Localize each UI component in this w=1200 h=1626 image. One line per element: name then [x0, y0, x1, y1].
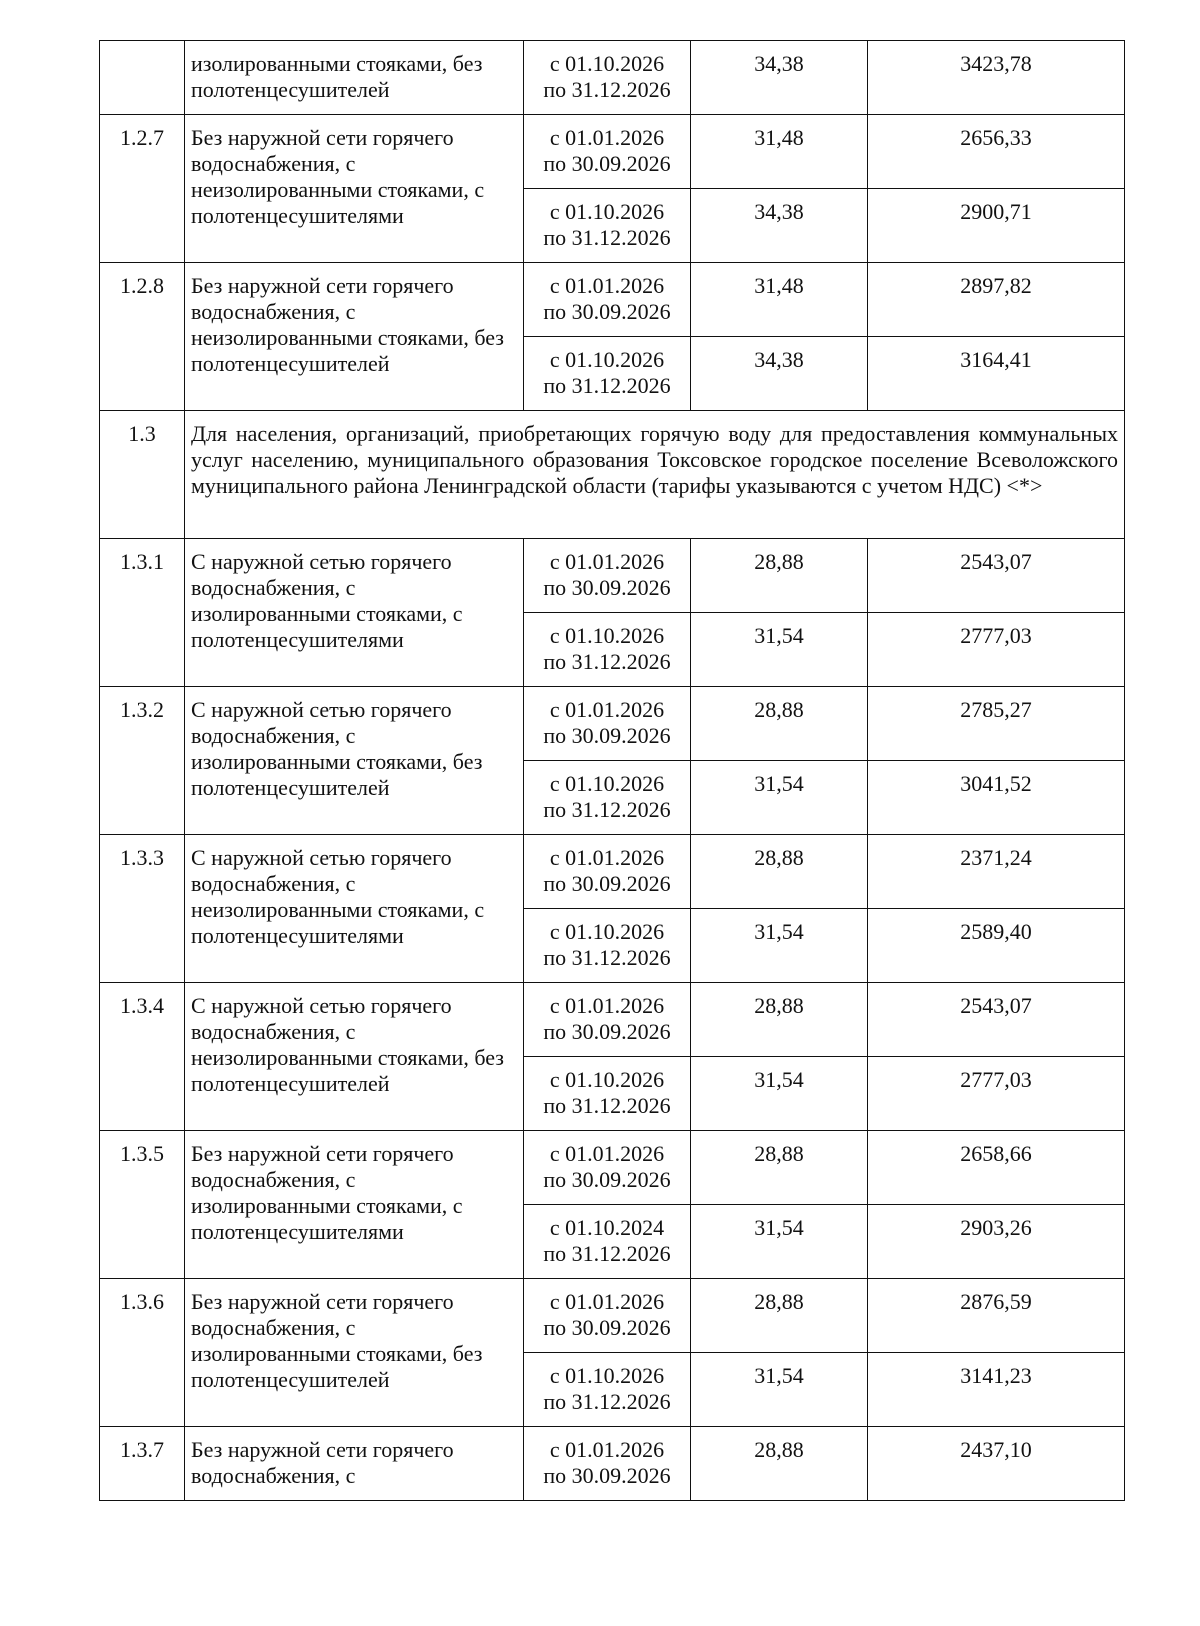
period-cell [524, 909, 691, 983]
period-to: по 30.09.2026 [543, 299, 671, 324]
tariff-table-body [100, 41, 1125, 1501]
section-heading: Для населения, организаций, приобретающих горячую воду для предоставления коммунальных услуг населению, муниципального образования Токсовское городское поселение Всеволожского муниципального района Ленинградской области (тарифы указываются с учетом НДС) <*> [185, 411, 1125, 539]
period-from: с 01.01.2026 [549, 273, 665, 298]
period-from: с 01.10.2026 [549, 919, 665, 944]
period-cell [524, 189, 691, 263]
item-description: Без наружной сети горячего водоснабжения, с изолированными стояками, без полотенцесушителей [185, 1279, 524, 1427]
tariff-value-1: 28,88 [691, 835, 868, 909]
tariff-value-2: 2589,40 [868, 909, 1125, 983]
tariff-table [99, 40, 1125, 1501]
period-cell [524, 337, 691, 411]
tariff-value-1: 28,88 [691, 687, 868, 761]
tariff-value-1: 28,88 [691, 1427, 868, 1501]
item-description: Без наружной сети горячего водоснабжения, с неизолированными стояками, с полотенцесушителями [185, 115, 524, 263]
tariff-value-1: 34,38 [691, 337, 868, 411]
period-from: с 01.10.2026 [549, 1067, 665, 1092]
tariff-value-1: 28,88 [691, 1279, 868, 1353]
tariff-value-2: 2897,82 [868, 263, 1125, 337]
tariff-value-1: 31,54 [691, 1353, 868, 1427]
period-from: с 01.01.2026 [549, 1289, 665, 1314]
table-row [100, 835, 1125, 909]
tariff-value-2: 3423,78 [868, 41, 1125, 115]
tariff-value-2: 2437,10 [868, 1427, 1125, 1501]
period-to: по 30.09.2026 [543, 1315, 671, 1340]
period-to: по 31.12.2026 [543, 649, 671, 674]
period-cell [524, 115, 691, 189]
tariff-value-1: 31,54 [691, 761, 868, 835]
period-from: с 01.01.2026 [549, 125, 665, 150]
tariff-value-2: 2543,07 [868, 539, 1125, 613]
period-cell [524, 613, 691, 687]
tariff-value-2: 2876,59 [868, 1279, 1125, 1353]
period-from: с 01.01.2026 [549, 549, 665, 574]
item-description: Без наружной сети горячего водоснабжения, с изолированными стояками, с полотенцесушителями [185, 1131, 524, 1279]
period-to: по 30.09.2026 [543, 1167, 671, 1192]
item-description: Без наружной сети горячего водоснабжения, с [185, 1427, 524, 1501]
section-row [100, 411, 1125, 539]
tariff-value-2: 3141,23 [868, 1353, 1125, 1427]
period-from: с 01.01.2026 [549, 845, 665, 870]
period-cell [524, 539, 691, 613]
tariff-value-2: 3041,52 [868, 761, 1125, 835]
period-to: по 31.12.2026 [543, 1389, 671, 1414]
item-number: 1.3.1 [100, 539, 185, 687]
tariff-value-1: 31,54 [691, 613, 868, 687]
tariff-value-1: 28,88 [691, 539, 868, 613]
item-number: 1.3.5 [100, 1131, 185, 1279]
period-to: по 31.12.2026 [543, 373, 671, 398]
tariff-value-2: 2785,27 [868, 687, 1125, 761]
period-cell [524, 687, 691, 761]
tariff-value-2: 2903,26 [868, 1205, 1125, 1279]
period-to: по 31.12.2026 [543, 77, 671, 102]
item-number: 1.2.7 [100, 115, 185, 263]
period-cell [524, 1427, 691, 1501]
item-description: изолированными стояками, без полотенцесушителей [185, 41, 524, 115]
period-to: по 30.09.2026 [543, 871, 671, 896]
period-from: с 01.10.2026 [549, 51, 665, 76]
period-from: с 01.01.2026 [549, 993, 665, 1018]
period-to: по 31.12.2026 [543, 1241, 671, 1266]
period-to: по 30.09.2026 [543, 151, 671, 176]
period-from: с 01.10.2024 [549, 1215, 665, 1240]
item-description: С наружной сетью горячего водоснабжения, с изолированными стояками, с полотенцесушителями [185, 539, 524, 687]
period-cell [524, 1205, 691, 1279]
item-number: 1.3.7 [100, 1427, 185, 1501]
period-from: с 01.10.2026 [549, 623, 665, 648]
period-to: по 30.09.2026 [543, 1019, 671, 1044]
tariff-value-1: 28,88 [691, 1131, 868, 1205]
period-cell [524, 263, 691, 337]
item-number: 1.2.8 [100, 263, 185, 411]
table-row [100, 115, 1125, 189]
item-description: Без наружной сети горячего водоснабжения, с неизолированными стояками, без полотенцесушителей [185, 263, 524, 411]
tariff-value-1: 31,54 [691, 909, 868, 983]
tariff-value-1: 31,54 [691, 1057, 868, 1131]
period-to: по 31.12.2026 [543, 1093, 671, 1118]
period-from: с 01.10.2026 [549, 771, 665, 796]
period-to: по 31.12.2026 [543, 225, 671, 250]
period-to: по 31.12.2026 [543, 945, 671, 970]
period-from: с 01.01.2026 [549, 697, 665, 722]
item-number: 1.3.6 [100, 1279, 185, 1427]
table-row [100, 263, 1125, 337]
period-to: по 30.09.2026 [543, 575, 671, 600]
period-cell [524, 1353, 691, 1427]
item-number: 1.3.4 [100, 983, 185, 1131]
period-cell [524, 835, 691, 909]
tariff-value-2: 2543,07 [868, 983, 1125, 1057]
table-row [100, 687, 1125, 761]
tariff-value-2: 2658,66 [868, 1131, 1125, 1205]
period-from: с 01.10.2026 [549, 347, 665, 372]
period-to: по 31.12.2026 [543, 797, 671, 822]
item-description: С наружной сетью горячего водоснабжения, с неизолированными стояками, с полотенцесушителями [185, 835, 524, 983]
period-from: с 01.10.2026 [549, 1363, 665, 1388]
tariff-value-1: 34,38 [691, 41, 868, 115]
period-cell [524, 1131, 691, 1205]
item-description: С наружной сетью горячего водоснабжения, с неизолированными стояками, без полотенцесушителей [185, 983, 524, 1131]
period-cell [524, 41, 691, 115]
period-cell [524, 1057, 691, 1131]
table-row [100, 1427, 1125, 1501]
tariff-value-2: 2777,03 [868, 1057, 1125, 1131]
section-number: 1.3 [100, 411, 185, 539]
period-cell [524, 983, 691, 1057]
tariff-value-2: 2900,71 [868, 189, 1125, 263]
period-cell [524, 1279, 691, 1353]
tariff-value-2: 3164,41 [868, 337, 1125, 411]
table-row [100, 983, 1125, 1057]
tariff-value-1: 28,88 [691, 983, 868, 1057]
table-row [100, 539, 1125, 613]
item-number: 1.3.3 [100, 835, 185, 983]
period-to: по 30.09.2026 [543, 723, 671, 748]
period-cell [524, 761, 691, 835]
tariff-value-1: 31,54 [691, 1205, 868, 1279]
period-from: с 01.01.2026 [549, 1141, 665, 1166]
period-from: с 01.01.2026 [549, 1437, 665, 1462]
item-number [100, 41, 185, 115]
tariff-value-1: 31,48 [691, 115, 868, 189]
tariff-value-2: 2656,33 [868, 115, 1125, 189]
table-row [100, 41, 1125, 115]
tariff-value-1: 31,48 [691, 263, 868, 337]
item-number: 1.3.2 [100, 687, 185, 835]
tariff-value-1: 34,38 [691, 189, 868, 263]
table-row [100, 1131, 1125, 1205]
tariff-value-2: 2777,03 [868, 613, 1125, 687]
item-description: С наружной сетью горячего водоснабжения, с изолированными стояками, без полотенцесушителей [185, 687, 524, 835]
period-to: по 30.09.2026 [543, 1463, 671, 1488]
tariff-value-2: 2371,24 [868, 835, 1125, 909]
table-row [100, 1279, 1125, 1353]
period-from: с 01.10.2026 [549, 199, 665, 224]
